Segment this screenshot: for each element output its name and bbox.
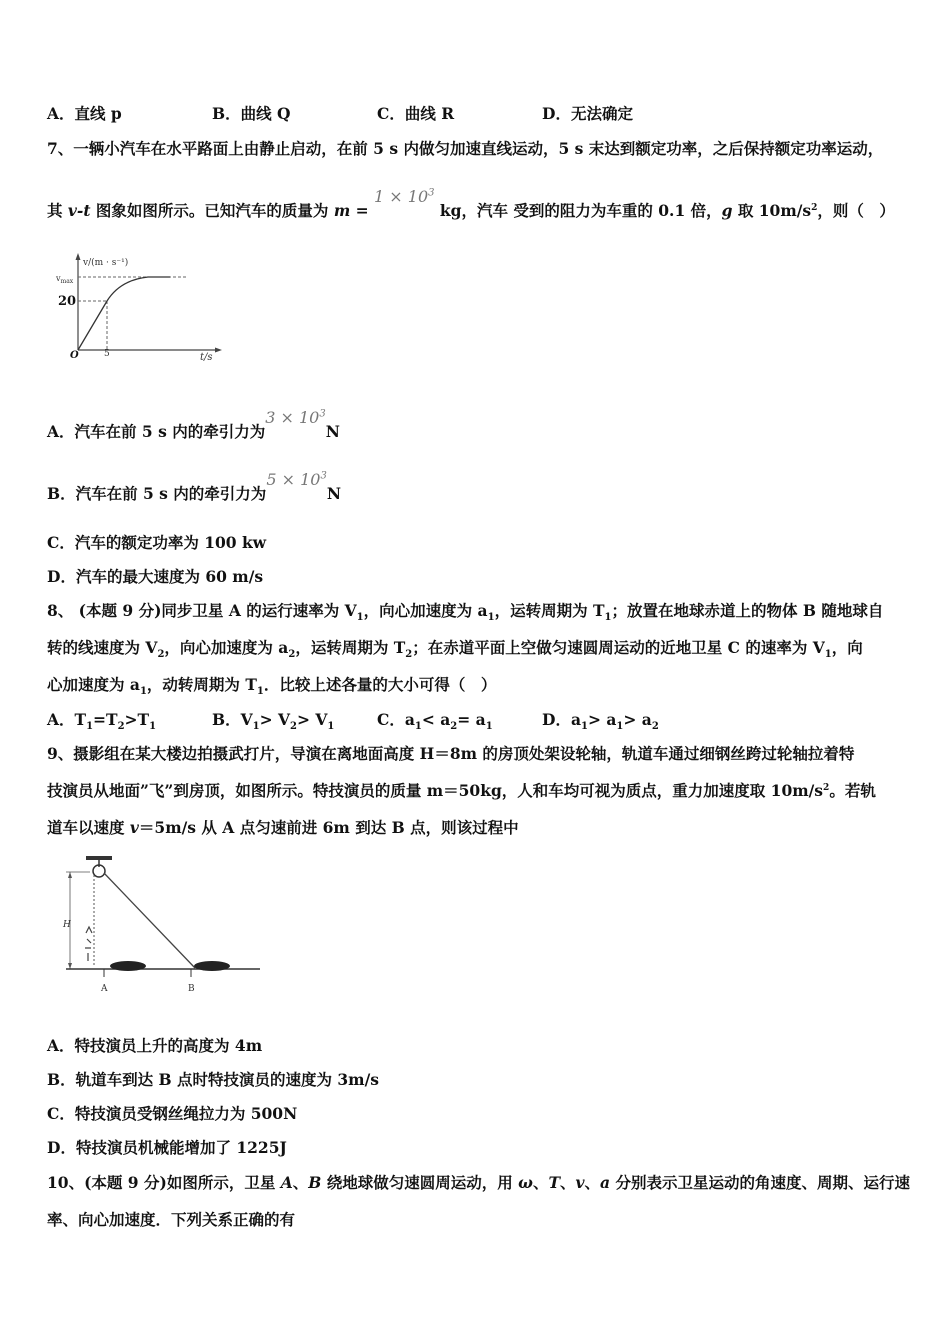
q7-stem-line1: 7、一辆小汽车在水平路面上由静止启动，在前 5 s 内做匀加速直线运动，5 s 末达到额定功率，之后保持额定功率运动， xyxy=(47,139,884,158)
omega: ω xyxy=(518,1173,533,1192)
t: > V xyxy=(297,710,328,729)
s: 1 xyxy=(149,721,157,733)
t: ＝5m/s 从 A 点匀速前进 6m 到达 B 点，则该过程中 xyxy=(138,818,519,837)
t: = a xyxy=(457,710,486,729)
force-formula-a xyxy=(265,408,326,427)
q7-m: m xyxy=(333,201,351,220)
exp: 2 xyxy=(823,782,830,793)
cart-a xyxy=(110,961,146,971)
speed: v xyxy=(575,1173,585,1192)
q7-vt: v-t xyxy=(67,201,91,220)
t: ，运转周期为 T xyxy=(494,601,605,620)
t: =T xyxy=(93,710,118,729)
coef: 5 × 10 xyxy=(266,470,321,489)
t: ，动转周期为 T xyxy=(146,675,257,694)
s: 1 xyxy=(139,686,147,698)
q7-text: 图象如图所示。已知汽车的质量为 xyxy=(90,201,334,220)
q9-option-c: C．特技演员受钢丝绳拉力为 500N xyxy=(47,1104,298,1123)
q7-text: kg，汽车 受到的阻力为车重的 0.1 倍， xyxy=(434,201,722,220)
unit: N xyxy=(326,484,341,503)
s: 1 xyxy=(327,721,335,733)
t: 。若轨 xyxy=(829,781,876,800)
t: 分别表示卫星运动的角速度、周期、运行速 xyxy=(610,1173,910,1192)
t: C．a xyxy=(377,710,415,729)
coef: 3 × 10 xyxy=(265,408,320,427)
t: 8、 (本题 9 分)同步卫星 A 的运行速率为 V xyxy=(47,601,357,620)
cart-b xyxy=(194,961,230,971)
sep: 、 xyxy=(584,1173,601,1192)
q7-text: 其 xyxy=(47,201,68,220)
q7-g: g xyxy=(721,201,733,220)
q7-option-d: D．汽车的最大速度为 60 m/s xyxy=(47,567,264,586)
q7-vt-graph xyxy=(50,250,230,365)
cable xyxy=(104,873,195,968)
q9-option-d: D．特技演员机械能增加了 1225J xyxy=(47,1138,287,1157)
t: < a xyxy=(421,710,451,729)
unit: N xyxy=(325,422,340,441)
t: ．比较上述各量的大小可得（ ） xyxy=(263,675,497,694)
sep: 、 xyxy=(292,1173,309,1192)
q8-stem-line2 xyxy=(47,636,863,660)
q7-option-c: C．汽车的额定功率为 100 kw xyxy=(47,533,267,552)
accel: a xyxy=(600,1173,611,1192)
t: 道车以速度 xyxy=(47,818,130,837)
sep: 、 xyxy=(560,1173,576,1192)
q7-mass-formula xyxy=(374,187,435,206)
exp: 3 xyxy=(320,470,327,482)
q8-option-d xyxy=(542,708,659,732)
q7-text: ，则（ ） xyxy=(817,201,895,220)
t: ，运转周期为 T xyxy=(295,638,406,657)
point-a-label: A xyxy=(101,984,108,994)
s: 1 xyxy=(86,721,94,733)
opt-text: A．汽车在前 5 s 内的牵引力为 xyxy=(47,422,266,441)
q8-option-b xyxy=(212,708,334,732)
q9-option-a: A．特技演员上升的高度为 4m xyxy=(47,1036,263,1055)
q9-stem-line2 xyxy=(47,779,876,801)
s: 1 xyxy=(414,721,422,733)
t: > V xyxy=(259,710,291,729)
s: 1 xyxy=(485,721,493,733)
q9-stem-line3 xyxy=(47,816,519,838)
t: >T xyxy=(124,710,150,729)
s: 2 xyxy=(651,721,659,733)
t: ；在赤道平面上空做匀速圆周运动的近地卫星 C 的速率为 V xyxy=(412,638,825,657)
sep: 、 xyxy=(532,1173,549,1192)
performer-figure xyxy=(85,927,92,961)
velocity-curve xyxy=(78,277,170,350)
t: ，向心加速度为 a xyxy=(164,638,289,657)
t: A．T xyxy=(47,710,87,729)
s: 2 xyxy=(117,721,125,733)
opt-text: B．汽车在前 5 s 内的牵引力为 xyxy=(47,484,267,503)
q10-stem-line2: 率、向心加速度．下列关系正确的有 xyxy=(47,1210,296,1229)
s: 2 xyxy=(157,649,165,661)
q7-exp: 2 xyxy=(811,202,818,213)
q7-eq: = xyxy=(350,201,374,220)
point-b-label: B xyxy=(188,984,195,994)
sat-a: A xyxy=(280,1173,293,1192)
y20-label: 20 xyxy=(58,294,77,309)
s: 1 xyxy=(356,612,364,624)
x-axis-label: t/s xyxy=(200,352,213,363)
q7-text: 取 10m/s xyxy=(732,201,812,220)
s: 1 xyxy=(487,612,495,624)
q6-option-c: C．曲线 R xyxy=(377,104,455,123)
s: 2 xyxy=(405,649,413,661)
q6-option-d: D．无法确定 xyxy=(542,104,633,123)
s: 1 xyxy=(604,612,612,624)
q9-option-b: B．轨道车到达 B 点时特技演员的速度为 3m/s xyxy=(47,1070,379,1089)
y-axis-label: v/(m · s⁻¹) xyxy=(83,258,129,268)
s: 2 xyxy=(450,721,458,733)
t: 心加速度为 a xyxy=(47,675,140,694)
force-formula-b xyxy=(266,470,327,489)
q9-pulley-figure xyxy=(60,853,265,998)
q6-option-a: A．直线 p xyxy=(47,104,122,123)
q8-stem-line3 xyxy=(47,673,496,697)
t: > a xyxy=(623,710,652,729)
t: ，向 xyxy=(831,638,863,657)
period: T xyxy=(548,1173,560,1192)
mass-coef: 1 × 10 xyxy=(374,187,429,206)
s: 1 xyxy=(824,649,832,661)
t: 10、(本题 9 分)如图所示，卫星 xyxy=(47,1173,281,1192)
sat-b: B xyxy=(308,1173,322,1192)
t: B．V xyxy=(212,710,253,729)
t: ；放置在地球赤道上的物体 B 随地球自 xyxy=(611,601,884,620)
x5-label: 5 xyxy=(104,349,110,359)
q9-stem-line1: 9、摄影组在某大楼边拍摄武打片，导演在离地面高度 H＝8m 的房顶处架设轮轴，轨道车通过细钢丝跨过轮轴拉着特 xyxy=(47,744,855,763)
s: 2 xyxy=(290,721,297,733)
exp: 3 xyxy=(319,408,326,420)
q6-option-b: B．曲线 Q xyxy=(212,104,291,123)
s: 1 xyxy=(252,721,260,733)
q8-option-a xyxy=(47,708,156,732)
t: 绕地球做匀速圆周运动，用 xyxy=(321,1173,519,1192)
q8-stem-line1 xyxy=(47,599,883,623)
t: 技演员从地面”飞”到房顶，如图所示。特技演员的质量 m＝50kg，人和车均可视为质点，重力加速度取 10m/s xyxy=(47,781,824,800)
t: ，向心加速度为 a xyxy=(363,601,488,620)
vmax-label: $v_{max}$ xyxy=(56,274,74,285)
s: 1 xyxy=(616,721,624,733)
s: 2 xyxy=(288,649,296,661)
q10-stem-line1 xyxy=(47,1171,910,1193)
origin-label: O xyxy=(70,350,79,361)
t: D．a xyxy=(542,710,581,729)
t: > a xyxy=(587,710,617,729)
t: 转的线速度为 V xyxy=(47,638,158,657)
v: v xyxy=(129,818,139,837)
height-label: H xyxy=(63,920,71,930)
s: 1 xyxy=(256,686,264,698)
s: 1 xyxy=(581,721,588,733)
q8-option-c xyxy=(377,708,493,732)
mass-exp: 3 xyxy=(428,187,435,199)
